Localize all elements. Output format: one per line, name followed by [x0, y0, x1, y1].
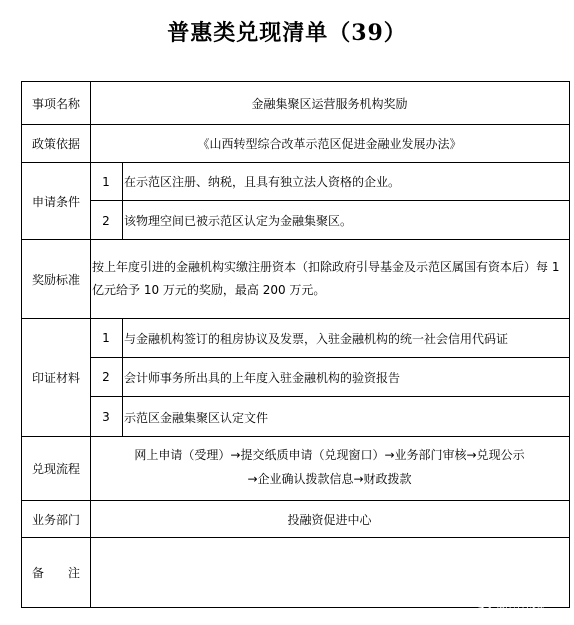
wechat-icon — [474, 596, 492, 610]
material-item — [90, 319, 569, 358]
process-line: →企业确认拨款信息→财政拨款 — [247, 472, 412, 486]
item-number: 2 — [90, 201, 123, 240]
row-materials — [22, 319, 569, 437]
reward-text: 按上年度引进的金融机构实缴注册资本（扣除政府引导基金及示范区属国有资本后）每 1 亿元给予 10 万元的奖励，最高 200 万元。 — [92, 260, 560, 297]
policy-table — [21, 81, 570, 608]
condition-item — [90, 163, 569, 201]
row-process — [22, 437, 569, 501]
material-item — [90, 358, 569, 397]
row-label: 业务部门 — [22, 501, 91, 537]
item-text: 该物理空间已被示范区认定为金融集聚区。 — [124, 214, 353, 228]
row-item-name — [22, 82, 569, 125]
row-label: 备 注 — [22, 538, 91, 607]
item-number: 3 — [90, 397, 123, 437]
row-reward — [22, 240, 569, 319]
row-conditions — [22, 163, 569, 240]
row-label: 申请条件 — [22, 163, 91, 239]
row-label: 兑现流程 — [22, 437, 91, 500]
row-policy-basis — [22, 125, 569, 163]
page-title: 普惠类兑现清单（39） — [167, 20, 407, 46]
department-value: 投融资促进中心 — [287, 512, 372, 527]
item-number: 1 — [90, 319, 123, 357]
policy-basis-value: 《山西转型综合改革示范区促进金融业发展办法》 — [197, 137, 462, 151]
row-label: 政策依据 — [22, 125, 91, 162]
watermark-text: 高创在线 — [496, 596, 545, 611]
row-label: 奖励标准 — [22, 240, 91, 318]
item-number: 1 — [90, 163, 123, 200]
process-flow — [90, 443, 569, 491]
item-text: 会计师事务所出具的上年度入驻金融机构的验资报告 — [124, 370, 401, 385]
watermark — [474, 593, 574, 613]
material-item — [90, 397, 569, 437]
row-label: 印证材料 — [22, 319, 91, 436]
process-line: 网上申请（受理）→提交纸质申请（兑现窗口）→业务部门审核→兑现公示 — [134, 448, 525, 462]
row-label: 事项名称 — [22, 82, 91, 124]
item-text: 在示范区注册、纳税，且具有独立法人资格的企业。 — [124, 175, 401, 189]
condition-item — [90, 201, 569, 240]
row-department — [22, 501, 569, 538]
item-number: 2 — [90, 358, 123, 396]
item-text: 与金融机构签订的租房协议及发票，入驻金融机构的统一社会信用代码证 — [124, 331, 509, 346]
item-name-value: 金融集聚区运营服务机构奖励 — [251, 96, 408, 111]
item-text: 示范区金融集聚区认定文件 — [124, 410, 269, 425]
